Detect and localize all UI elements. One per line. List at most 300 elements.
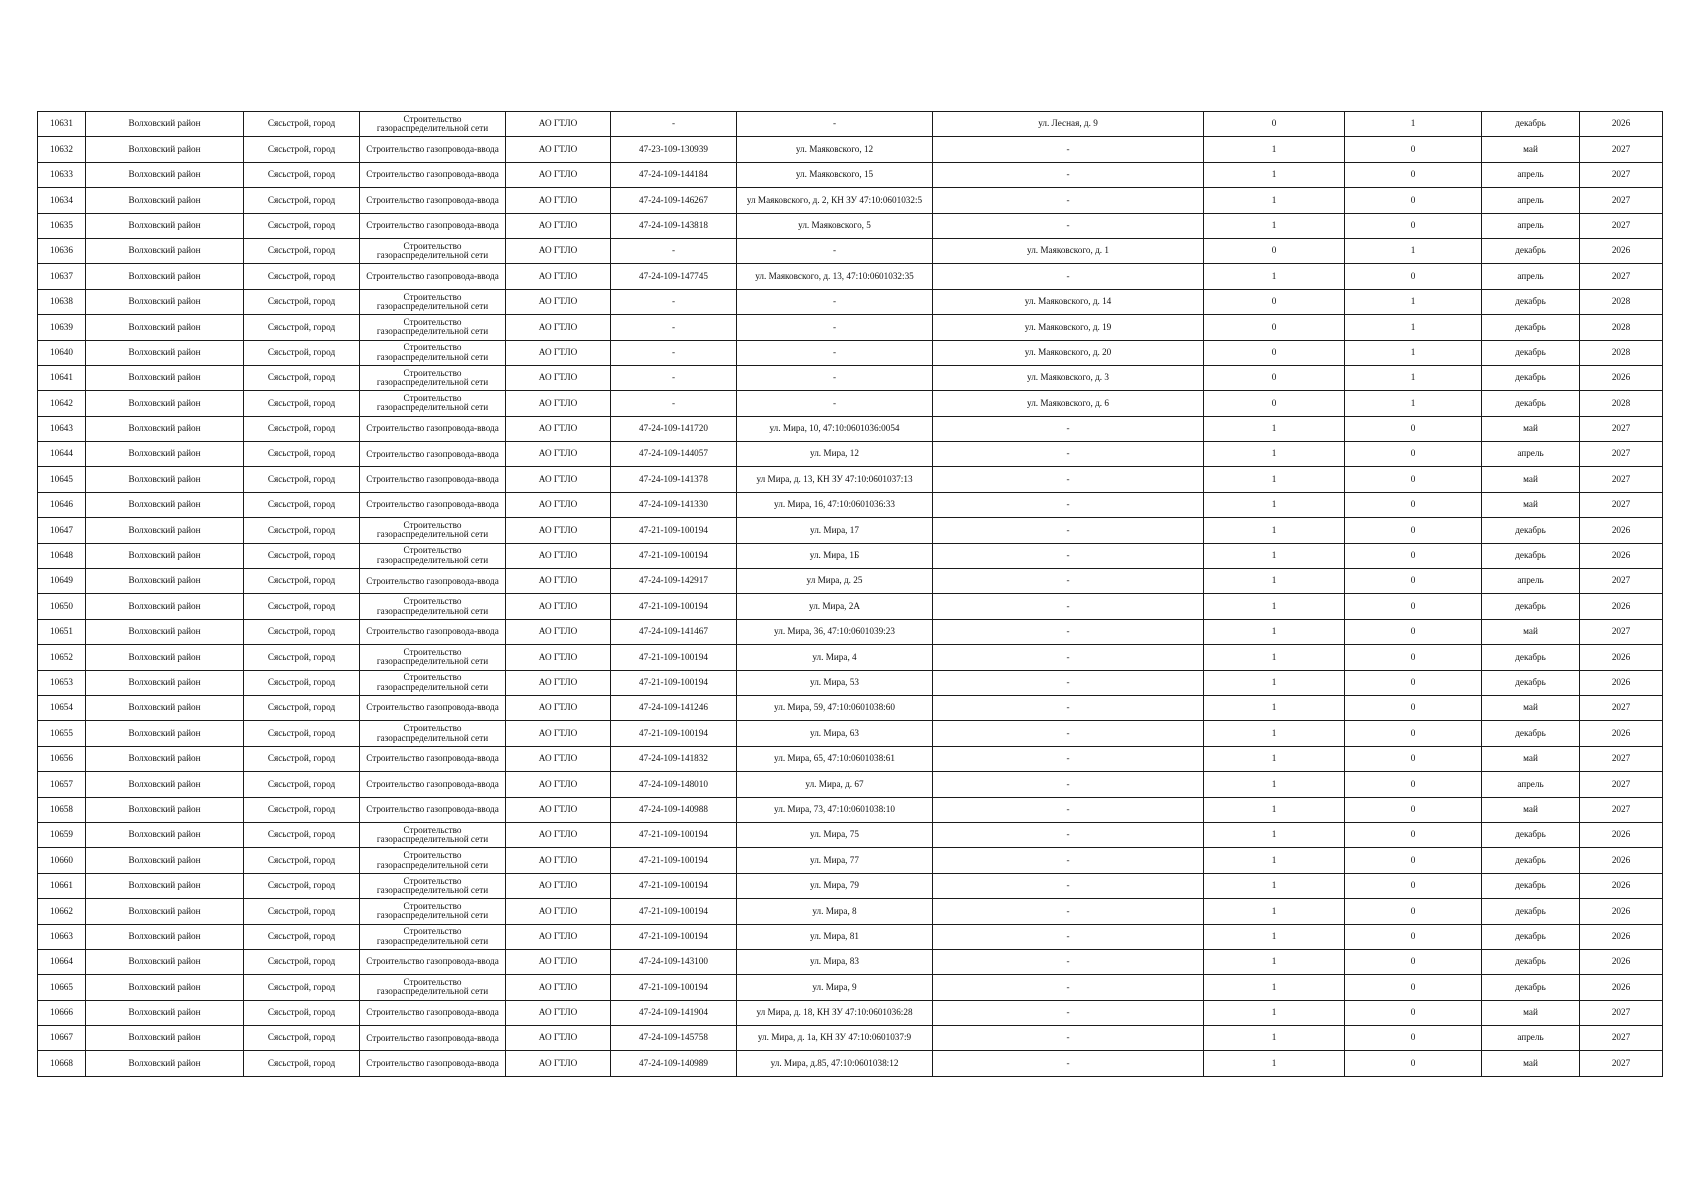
work-type-cell: Строительство газораспределительной сети xyxy=(360,315,506,340)
object-address-cell: ул. Мира, д. 67 xyxy=(737,772,933,797)
table-row xyxy=(38,645,1663,670)
object-address-cell: ул. Мира, 36, 47:10:0601039:23 xyxy=(737,619,933,644)
settlement-cell: Сясьстрой, город xyxy=(244,746,360,771)
application-number-cell: 47-24-109-143818 xyxy=(611,213,737,238)
application-number-cell: 47-24-109-144057 xyxy=(611,442,737,467)
row-number-cell: 10645 xyxy=(38,467,86,492)
application-number-cell: 47-21-109-100194 xyxy=(611,975,737,1000)
work-type-cell: Строительство газопровода-ввода xyxy=(360,569,506,594)
settlement-cell: Сясьстрой, город xyxy=(244,949,360,974)
district-cell: Волховский район xyxy=(86,340,244,365)
row-number-cell: 10668 xyxy=(38,1051,86,1076)
year-cell: 2027 xyxy=(1580,467,1663,492)
organization-cell: АО ГТЛО xyxy=(506,873,611,898)
work-type-cell: Строительство газопровода-ввода xyxy=(360,137,506,162)
month-cell: декабрь xyxy=(1482,391,1580,416)
district-cell: Волховский район xyxy=(86,112,244,137)
network-count-cell: 0 xyxy=(1345,721,1482,746)
application-number-cell: 47-21-109-100194 xyxy=(611,594,737,619)
year-cell: 2027 xyxy=(1580,1051,1663,1076)
year-cell: 2027 xyxy=(1580,569,1663,594)
organization-cell: АО ГТЛО xyxy=(506,365,611,390)
row-number-cell: 10643 xyxy=(38,416,86,441)
month-cell: декабрь xyxy=(1482,949,1580,974)
inlet-count-cell: 1 xyxy=(1204,594,1345,619)
month-cell: апрель xyxy=(1482,569,1580,594)
work-type-cell: Строительство газораспределительной сети xyxy=(360,289,506,314)
network-count-cell: 0 xyxy=(1345,1051,1482,1076)
application-number-cell: - xyxy=(611,391,737,416)
network-count-cell: 0 xyxy=(1345,264,1482,289)
month-cell: май xyxy=(1482,1051,1580,1076)
inlet-count-cell: 1 xyxy=(1204,975,1345,1000)
district-cell: Волховский район xyxy=(86,467,244,492)
organization-cell: АО ГТЛО xyxy=(506,797,611,822)
application-number-cell: - xyxy=(611,112,737,137)
application-number-cell: 47-24-109-141378 xyxy=(611,467,737,492)
year-cell: 2028 xyxy=(1580,340,1663,365)
year-cell: 2026 xyxy=(1580,543,1663,568)
network-count-cell: 0 xyxy=(1345,619,1482,644)
district-cell: Волховский район xyxy=(86,746,244,771)
organization-cell: АО ГТЛО xyxy=(506,315,611,340)
organization-cell: АО ГТЛО xyxy=(506,340,611,365)
application-number-cell: - xyxy=(611,289,737,314)
inlet-count-cell: 0 xyxy=(1204,112,1345,137)
application-number-cell: 47-24-109-140989 xyxy=(611,1051,737,1076)
object-address-cell: ул Мира, д. 13, КН ЗУ 47:10:0601037:13 xyxy=(737,467,933,492)
network-address-cell: - xyxy=(933,822,1204,847)
application-number-cell: 47-24-109-143100 xyxy=(611,949,737,974)
settlement-cell: Сясьстрой, город xyxy=(244,695,360,720)
object-address-cell: ул. Мира, 16, 47:10:0601036:33 xyxy=(737,492,933,517)
row-number-cell: 10639 xyxy=(38,315,86,340)
table-row xyxy=(38,1051,1663,1076)
district-cell: Волховский район xyxy=(86,670,244,695)
year-cell: 2027 xyxy=(1580,492,1663,517)
month-cell: декабрь xyxy=(1482,848,1580,873)
network-address-cell: - xyxy=(933,442,1204,467)
district-cell: Волховский район xyxy=(86,772,244,797)
work-type-cell: Строительство газопровода-ввода xyxy=(360,162,506,187)
district-cell: Волховский район xyxy=(86,213,244,238)
work-type-cell: Строительство газопровода-ввода xyxy=(360,797,506,822)
settlement-cell: Сясьстрой, город xyxy=(244,467,360,492)
inlet-count-cell: 1 xyxy=(1204,873,1345,898)
organization-cell: АО ГТЛО xyxy=(506,848,611,873)
organization-cell: АО ГТЛО xyxy=(506,442,611,467)
year-cell: 2026 xyxy=(1580,822,1663,847)
settlement-cell: Сясьстрой, город xyxy=(244,1000,360,1025)
row-number-cell: 10660 xyxy=(38,848,86,873)
district-cell: Волховский район xyxy=(86,899,244,924)
application-number-cell: 47-21-109-100194 xyxy=(611,924,737,949)
district-cell: Волховский район xyxy=(86,721,244,746)
inlet-count-cell: 0 xyxy=(1204,391,1345,416)
month-cell: апрель xyxy=(1482,264,1580,289)
inlet-count-cell: 1 xyxy=(1204,543,1345,568)
year-cell: 2028 xyxy=(1580,391,1663,416)
object-address-cell: ул. Мира, 79 xyxy=(737,873,933,898)
inlet-count-cell: 1 xyxy=(1204,670,1345,695)
organization-cell: АО ГТЛО xyxy=(506,137,611,162)
table-row xyxy=(38,162,1663,187)
month-cell: декабрь xyxy=(1482,873,1580,898)
year-cell: 2026 xyxy=(1580,721,1663,746)
organization-cell: АО ГТЛО xyxy=(506,594,611,619)
month-cell: декабрь xyxy=(1482,975,1580,1000)
network-count-cell: 0 xyxy=(1345,746,1482,771)
network-address-cell: ул. Маяковского, д. 6 xyxy=(933,391,1204,416)
row-number-cell: 10657 xyxy=(38,772,86,797)
row-number-cell: 10659 xyxy=(38,822,86,847)
table-row xyxy=(38,924,1663,949)
application-number-cell: 47-21-109-100194 xyxy=(611,518,737,543)
network-address-cell: - xyxy=(933,695,1204,720)
network-count-cell: 1 xyxy=(1345,391,1482,416)
organization-cell: АО ГТЛО xyxy=(506,518,611,543)
settlement-cell: Сясьстрой, город xyxy=(244,543,360,568)
month-cell: апрель xyxy=(1482,188,1580,213)
district-cell: Волховский район xyxy=(86,645,244,670)
row-number-cell: 10648 xyxy=(38,543,86,568)
object-address-cell: ул. Мира, 59, 47:10:0601038:60 xyxy=(737,695,933,720)
application-number-cell: 47-24-109-142917 xyxy=(611,569,737,594)
organization-cell: АО ГТЛО xyxy=(506,289,611,314)
organization-cell: АО ГТЛО xyxy=(506,899,611,924)
district-cell: Волховский район xyxy=(86,873,244,898)
settlement-cell: Сясьстрой, город xyxy=(244,365,360,390)
row-number-cell: 10634 xyxy=(38,188,86,213)
work-type-cell: Строительство газораспределительной сети xyxy=(360,721,506,746)
year-cell: 2027 xyxy=(1580,137,1663,162)
network-count-cell: 1 xyxy=(1345,365,1482,390)
year-cell: 2028 xyxy=(1580,289,1663,314)
application-number-cell: 47-24-109-146267 xyxy=(611,188,737,213)
object-address-cell: ул. Мира, 10, 47:10:0601036:0054 xyxy=(737,416,933,441)
district-cell: Волховский район xyxy=(86,492,244,517)
network-address-cell: - xyxy=(933,1051,1204,1076)
row-number-cell: 10651 xyxy=(38,619,86,644)
row-number-cell: 10644 xyxy=(38,442,86,467)
object-address-cell: ул. Мира, д.85, 47:10:0601038:12 xyxy=(737,1051,933,1076)
organization-cell: АО ГТЛО xyxy=(506,670,611,695)
application-number-cell: 47-23-109-130939 xyxy=(611,137,737,162)
year-cell: 2027 xyxy=(1580,772,1663,797)
year-cell: 2027 xyxy=(1580,264,1663,289)
row-number-cell: 10635 xyxy=(38,213,86,238)
row-number-cell: 10655 xyxy=(38,721,86,746)
row-number-cell: 10653 xyxy=(38,670,86,695)
object-address-cell: ул. Маяковского, 12 xyxy=(737,137,933,162)
district-cell: Волховский район xyxy=(86,975,244,1000)
year-cell: 2027 xyxy=(1580,188,1663,213)
work-type-cell: Строительство газопровода-ввода xyxy=(360,492,506,517)
year-cell: 2026 xyxy=(1580,670,1663,695)
row-number-cell: 10663 xyxy=(38,924,86,949)
settlement-cell: Сясьстрой, город xyxy=(244,264,360,289)
inlet-count-cell: 1 xyxy=(1204,772,1345,797)
district-cell: Волховский район xyxy=(86,1051,244,1076)
month-cell: май xyxy=(1482,619,1580,644)
year-cell: 2027 xyxy=(1580,1000,1663,1025)
month-cell: декабрь xyxy=(1482,112,1580,137)
network-count-cell: 1 xyxy=(1345,112,1482,137)
district-cell: Волховский район xyxy=(86,924,244,949)
network-address-cell: ул. Маяковского, д. 19 xyxy=(933,315,1204,340)
row-number-cell: 10642 xyxy=(38,391,86,416)
organization-cell: АО ГТЛО xyxy=(506,949,611,974)
work-type-cell: Строительство газопровода-ввода xyxy=(360,1000,506,1025)
district-cell: Волховский район xyxy=(86,569,244,594)
settlement-cell: Сясьстрой, город xyxy=(244,924,360,949)
object-address-cell: ул. Мира, 1Б xyxy=(737,543,933,568)
work-type-cell: Строительство газораспределительной сети xyxy=(360,543,506,568)
inlet-count-cell: 1 xyxy=(1204,162,1345,187)
district-cell: Волховский район xyxy=(86,594,244,619)
application-number-cell: 47-21-109-100194 xyxy=(611,848,737,873)
row-number-cell: 10647 xyxy=(38,518,86,543)
organization-cell: АО ГТЛО xyxy=(506,645,611,670)
network-count-cell: 0 xyxy=(1345,949,1482,974)
district-cell: Волховский район xyxy=(86,238,244,263)
table-row xyxy=(38,619,1663,644)
settlement-cell: Сясьстрой, город xyxy=(244,569,360,594)
object-address-cell: - xyxy=(737,112,933,137)
organization-cell: АО ГТЛО xyxy=(506,543,611,568)
application-number-cell: 47-21-109-100194 xyxy=(611,670,737,695)
object-address-cell: ул Маяковского, д. 2, КН ЗУ 47:10:0601032:5 xyxy=(737,188,933,213)
organization-cell: АО ГТЛО xyxy=(506,238,611,263)
network-count-cell: 0 xyxy=(1345,518,1482,543)
application-number-cell: 47-21-109-100194 xyxy=(611,899,737,924)
row-number-cell: 10652 xyxy=(38,645,86,670)
row-number-cell: 10631 xyxy=(38,112,86,137)
application-number-cell: - xyxy=(611,238,737,263)
row-number-cell: 10665 xyxy=(38,975,86,1000)
row-number-cell: 10666 xyxy=(38,1000,86,1025)
table-row xyxy=(38,213,1663,238)
network-count-cell: 0 xyxy=(1345,213,1482,238)
work-type-cell: Строительство газопровода-ввода xyxy=(360,746,506,771)
row-number-cell: 10662 xyxy=(38,899,86,924)
row-number-cell: 10667 xyxy=(38,1026,86,1051)
table-row xyxy=(38,822,1663,847)
settlement-cell: Сясьстрой, город xyxy=(244,873,360,898)
row-number-cell: 10637 xyxy=(38,264,86,289)
district-cell: Волховский район xyxy=(86,416,244,441)
district-cell: Волховский район xyxy=(86,1026,244,1051)
inlet-count-cell: 0 xyxy=(1204,365,1345,390)
inlet-count-cell: 1 xyxy=(1204,137,1345,162)
object-address-cell: - xyxy=(737,391,933,416)
year-cell: 2027 xyxy=(1580,797,1663,822)
settlement-cell: Сясьстрой, город xyxy=(244,112,360,137)
month-cell: апрель xyxy=(1482,442,1580,467)
row-number-cell: 10633 xyxy=(38,162,86,187)
month-cell: декабрь xyxy=(1482,238,1580,263)
work-type-cell: Строительство газораспределительной сети xyxy=(360,365,506,390)
table-row xyxy=(38,518,1663,543)
inlet-count-cell: 1 xyxy=(1204,822,1345,847)
settlement-cell: Сясьстрой, город xyxy=(244,822,360,847)
inlet-count-cell: 1 xyxy=(1204,1026,1345,1051)
work-type-cell: Строительство газораспределительной сети xyxy=(360,848,506,873)
work-type-cell: Строительство газопровода-ввода xyxy=(360,442,506,467)
table-row xyxy=(38,416,1663,441)
network-address-cell: - xyxy=(933,772,1204,797)
row-number-cell: 10650 xyxy=(38,594,86,619)
settlement-cell: Сясьстрой, город xyxy=(244,492,360,517)
network-count-cell: 0 xyxy=(1345,188,1482,213)
organization-cell: АО ГТЛО xyxy=(506,975,611,1000)
application-number-cell: 47-24-109-141330 xyxy=(611,492,737,517)
network-count-cell: 0 xyxy=(1345,543,1482,568)
inlet-count-cell: 1 xyxy=(1204,746,1345,771)
organization-cell: АО ГТЛО xyxy=(506,746,611,771)
application-number-cell: 47-24-109-144184 xyxy=(611,162,737,187)
year-cell: 2027 xyxy=(1580,442,1663,467)
object-address-cell: - xyxy=(737,340,933,365)
network-count-cell: 0 xyxy=(1345,467,1482,492)
network-address-cell: - xyxy=(933,797,1204,822)
row-number-cell: 10640 xyxy=(38,340,86,365)
month-cell: май xyxy=(1482,137,1580,162)
table-row xyxy=(38,949,1663,974)
inlet-count-cell: 0 xyxy=(1204,315,1345,340)
work-type-cell: Строительство газопровода-ввода xyxy=(360,772,506,797)
year-cell: 2026 xyxy=(1580,112,1663,137)
network-address-cell: - xyxy=(933,1026,1204,1051)
year-cell: 2028 xyxy=(1580,315,1663,340)
inlet-count-cell: 1 xyxy=(1204,442,1345,467)
network-count-cell: 0 xyxy=(1345,416,1482,441)
network-address-cell: - xyxy=(933,873,1204,898)
table-row xyxy=(38,594,1663,619)
work-type-cell: Строительство газопровода-ввода xyxy=(360,619,506,644)
network-address-cell: ул. Маяковского, д. 1 xyxy=(933,238,1204,263)
network-count-cell: 0 xyxy=(1345,137,1482,162)
inlet-count-cell: 1 xyxy=(1204,1000,1345,1025)
object-address-cell: ул. Маяковского, 15 xyxy=(737,162,933,187)
year-cell: 2027 xyxy=(1580,213,1663,238)
settlement-cell: Сясьстрой, город xyxy=(244,721,360,746)
object-address-cell: ул Мира, д. 18, КН ЗУ 47:10:0601036:28 xyxy=(737,1000,933,1025)
district-cell: Волховский район xyxy=(86,137,244,162)
network-count-cell: 0 xyxy=(1345,442,1482,467)
district-cell: Волховский район xyxy=(86,949,244,974)
network-count-cell: 0 xyxy=(1345,848,1482,873)
month-cell: май xyxy=(1482,746,1580,771)
inlet-count-cell: 1 xyxy=(1204,619,1345,644)
network-address-cell: - xyxy=(933,721,1204,746)
settlement-cell: Сясьстрой, город xyxy=(244,442,360,467)
district-cell: Волховский район xyxy=(86,543,244,568)
inlet-count-cell: 1 xyxy=(1204,645,1345,670)
application-number-cell: - xyxy=(611,365,737,390)
object-address-cell: ул. Мира, 2А xyxy=(737,594,933,619)
application-number-cell: 47-24-109-141467 xyxy=(611,619,737,644)
network-address-cell: - xyxy=(933,543,1204,568)
object-address-cell: ул. Мира, 17 xyxy=(737,518,933,543)
row-number-cell: 10649 xyxy=(38,569,86,594)
settlement-cell: Сясьстрой, город xyxy=(244,416,360,441)
network-address-cell: - xyxy=(933,670,1204,695)
network-address-cell: - xyxy=(933,848,1204,873)
month-cell: декабрь xyxy=(1482,670,1580,695)
application-number-cell: 47-21-109-100194 xyxy=(611,543,737,568)
work-type-cell: Строительство газопровода-ввода xyxy=(360,213,506,238)
row-number-cell: 10638 xyxy=(38,289,86,314)
row-number-cell: 10658 xyxy=(38,797,86,822)
object-address-cell: ул. Мира, 53 xyxy=(737,670,933,695)
object-address-cell: ул. Мира, 81 xyxy=(737,924,933,949)
year-cell: 2026 xyxy=(1580,848,1663,873)
district-cell: Волховский район xyxy=(86,1000,244,1025)
network-address-cell: - xyxy=(933,594,1204,619)
inlet-count-cell: 1 xyxy=(1204,899,1345,924)
year-cell: 2026 xyxy=(1580,975,1663,1000)
inlet-count-cell: 1 xyxy=(1204,949,1345,974)
object-address-cell: ул. Маяковского, д. 13, 47:10:0601032:35 xyxy=(737,264,933,289)
month-cell: апрель xyxy=(1482,1026,1580,1051)
row-number-cell: 10646 xyxy=(38,492,86,517)
month-cell: декабрь xyxy=(1482,721,1580,746)
year-cell: 2027 xyxy=(1580,619,1663,644)
month-cell: апрель xyxy=(1482,213,1580,238)
network-address-cell: ул. Маяковского, д. 20 xyxy=(933,340,1204,365)
network-address-cell: - xyxy=(933,619,1204,644)
organization-cell: АО ГТЛО xyxy=(506,162,611,187)
table-row xyxy=(38,264,1663,289)
network-address-cell: - xyxy=(933,188,1204,213)
table-row xyxy=(38,238,1663,263)
settlement-cell: Сясьстрой, город xyxy=(244,315,360,340)
settlement-cell: Сясьстрой, город xyxy=(244,137,360,162)
table-row xyxy=(38,797,1663,822)
work-type-cell: Строительство газораспределительной сети xyxy=(360,518,506,543)
settlement-cell: Сясьстрой, город xyxy=(244,238,360,263)
table-row xyxy=(38,467,1663,492)
year-cell: 2026 xyxy=(1580,238,1663,263)
month-cell: декабрь xyxy=(1482,543,1580,568)
month-cell: декабрь xyxy=(1482,518,1580,543)
district-cell: Волховский район xyxy=(86,619,244,644)
inlet-count-cell: 1 xyxy=(1204,1051,1345,1076)
month-cell: май xyxy=(1482,797,1580,822)
month-cell: декабрь xyxy=(1482,899,1580,924)
year-cell: 2026 xyxy=(1580,518,1663,543)
row-number-cell: 10632 xyxy=(38,137,86,162)
settlement-cell: Сясьстрой, город xyxy=(244,1026,360,1051)
settlement-cell: Сясьстрой, город xyxy=(244,1051,360,1076)
table-row xyxy=(38,289,1663,314)
organization-cell: АО ГТЛО xyxy=(506,188,611,213)
table-row xyxy=(38,137,1663,162)
gasification-register-table xyxy=(37,111,1663,1077)
district-cell: Волховский район xyxy=(86,162,244,187)
application-number-cell: 47-21-109-100194 xyxy=(611,873,737,898)
month-cell: май xyxy=(1482,1000,1580,1025)
object-address-cell: ул. Мира, 63 xyxy=(737,721,933,746)
organization-cell: АО ГТЛО xyxy=(506,391,611,416)
district-cell: Волховский район xyxy=(86,848,244,873)
object-address-cell: ул. Мира, 12 xyxy=(737,442,933,467)
object-address-cell: ул. Маяковского, 5 xyxy=(737,213,933,238)
network-count-cell: 0 xyxy=(1345,492,1482,517)
table-row xyxy=(38,695,1663,720)
organization-cell: АО ГТЛО xyxy=(506,1051,611,1076)
